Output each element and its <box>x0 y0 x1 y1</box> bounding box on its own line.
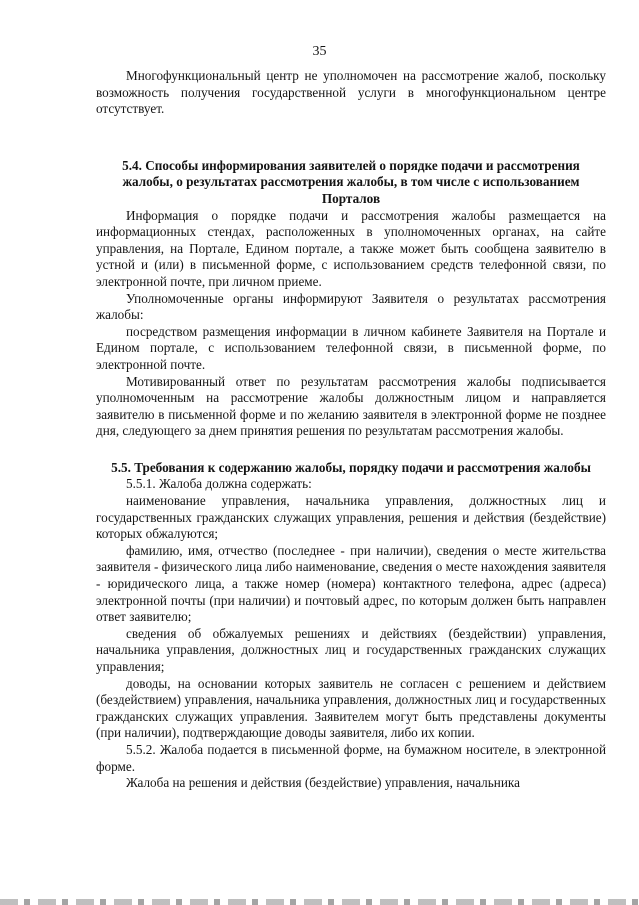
paragraph: 5.5.2. Жалоба подается в письменной форме, на бумажном носителе, в электронной форме. <box>96 741 606 774</box>
page-number: 35 <box>312 44 327 59</box>
section-heading-5-5: 5.5. Требования к содержанию жалобы, порядку подачи и рассмотрения жалобы <box>111 459 591 475</box>
paragraph: Жалоба на решения и действия (бездействие) управления, начальника <box>126 775 520 791</box>
paragraph: 5.5.1. Жалоба должна содержать: <box>126 476 312 492</box>
section-heading-5-4: 5.4. Способы информирования заявителей о порядке подачи и рассмотрения жалобы, о результатах рассмотрения жалобы, в том числе с использованием Порталов <box>122 157 580 206</box>
paragraph: Информация о порядке подачи и рассмотрения жалобы размещается на информационных стендах, расположенных в уполномоченных органах, на сайте управления, на Портале, Едином портале, а также может быть сообщена заявителю в устной и (или) в письменной форме, с использованием средств телефонной связи, по электронной почте, при личном приеме. <box>96 207 606 289</box>
paragraph-mfc: Многофункциональный центр не уполномочен на рассмотрение жалоб, поскольку возможность получения государственной услуги в многофункциональном центре отсутствует. <box>96 68 606 117</box>
paragraph: сведения об обжалуемых решениях и действиях (бездействии) управления, начальника управления, должностных лиц и государственных гражданских служащих управления; <box>96 625 606 674</box>
paragraph: Мотивированный ответ по результатам рассмотрения жалобы подписывается уполномоченным на рассмотрение жалобы должностным лицом и направляется заявителю в письменной форме и по желанию заявителя в электронной форме не позднее дня, следующего за днем принятия решения по результатам рассмотрения жалобы. <box>96 373 606 439</box>
paragraph: посредством размещения информации в личном кабинете Заявителя на Портале и Едином портале, с использованием телефонной связи, в письменной форме, по электронной почте. <box>96 323 606 372</box>
scan-edge-artifact <box>0 899 639 905</box>
paragraph: доводы, на основании которых заявитель не согласен с решением и действием (бездействием) управления, начальника управления, должностных лиц и государственных гражданских служащих управления. Заявителем могут быть представлены документы (при наличии), подтверждающие доводы заявителя, либо их копии. <box>96 675 606 741</box>
paragraph: наименование управления, начальника управления, должностных лиц и государственных гражданских служащих управления, решения и действия (бездействие) которых обжалуются; <box>96 493 606 542</box>
document-body <box>96 68 606 792</box>
paragraph: Уполномоченные органы информируют Заявителя о результатах рассмотрения жалобы: <box>96 290 606 323</box>
paragraph: фамилию, имя, отчество (последнее - при наличии), сведения о месте жительства заявителя - физического лица либо наименование, сведения о месте нахождения заявителя - юридического лица, а также номер (номера) контактного телефона, адрес (адреса) электронной почты (при наличии) и почтовый адрес, по которым должен быть направлен ответ заявителю; <box>96 542 606 625</box>
